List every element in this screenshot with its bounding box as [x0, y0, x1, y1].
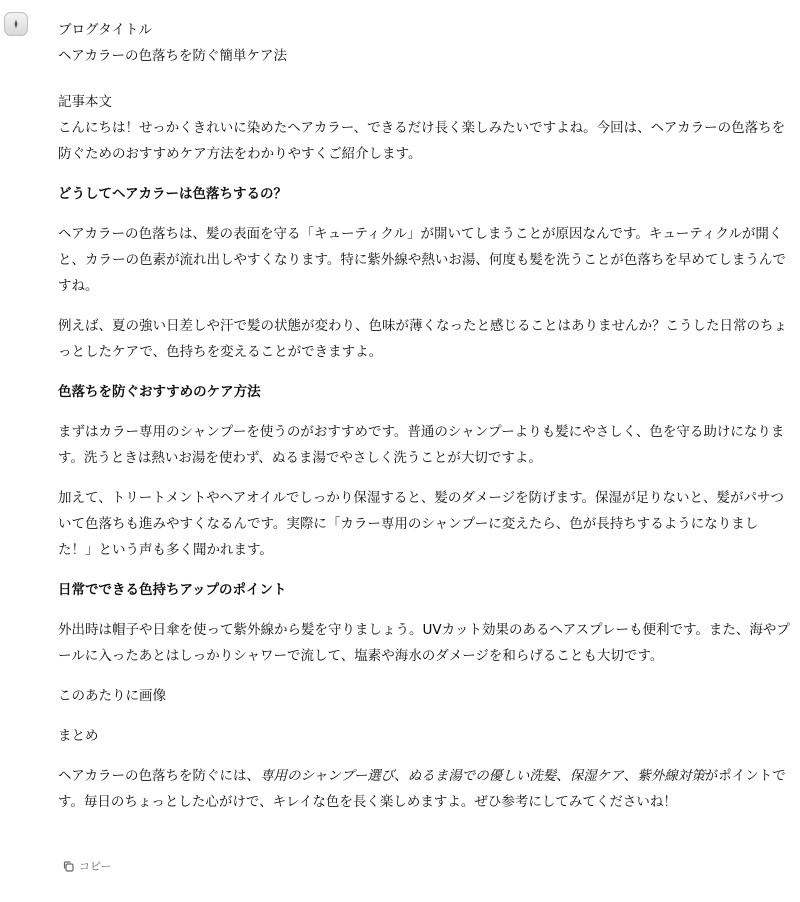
section-heading-1: どうしてヘアカラーは色落ちするの？: [58, 186, 287, 202]
body-label: 記事本文: [58, 94, 112, 110]
section-heading-3: 日常でできる色持ちアップのポイント: [58, 582, 287, 598]
summary-item-1: 専用のシャンプー選び: [259, 768, 395, 784]
blog-title-label: ブログタイトル: [58, 22, 152, 38]
section-heading-2: 色落ちを防ぐおすすめのケア方法: [58, 384, 261, 400]
intro-paragraph: こんにちは！せっかくきれいに染めたヘアカラー、できるだけ長く楽しみたいですよね。今回は、ヘアカラーの色落ちを防ぐためのおすすめケア方法をわかりやすくご紹介します。: [58, 120, 786, 162]
summary-sep-2: 、: [556, 768, 570, 784]
summary-post: がポイントです。毎日のちょっとした心がけで、キレイな色を長く楽しめますよ。ぜひ参考にしてみてくださいね！: [58, 768, 786, 810]
copy-label: コピー: [79, 860, 112, 873]
summary-item-2: ぬるま湯での優しい洗髪: [407, 768, 557, 784]
summary-item-3: 保湿ケア: [569, 768, 624, 784]
blog-title: ヘアカラーの色落ちを防ぐ簡単ケア法: [58, 48, 287, 64]
image-placeholder-text: このあたりに画像: [58, 688, 166, 704]
paragraph-5: 外出時は帽子や日傘を使って紫外線から髪を守りましょう。UVカット効果のあるヘアスプレーも便利です。また、海やプールに入ったあとはしっかりシャワーで流して、塩素や海水のダメージを和らげることも大切です。: [58, 622, 790, 664]
paragraph-3: まずはカラー専用のシャンプーを使うのがおすすめです。普通のシャンプーよりも髪にやさしく、色を守る助けになります。洗うときは熱いお湯を使わず、ぬるま湯でやさしく洗うことが大切ですよ。: [58, 424, 785, 466]
copy-button[interactable]: [62, 858, 112, 874]
summary-sep-1: 、: [394, 768, 408, 784]
summary-pre: ヘアカラーの色落ちを防ぐには、: [58, 768, 260, 784]
summary-item-4: 紫外線対策: [637, 768, 705, 784]
paragraph-2: 例えば、夏の強い日差しや汗で髪の状態が変わり、色味が薄くなったと感じることはありませんか？こうした日常のちょっとしたケアで、色持ちを変えることができますよ。: [58, 318, 787, 360]
summary-label: まとめ: [58, 728, 99, 744]
paragraph-1: ヘアカラーの色落ちは、髪の表面を守る「キューティクル」が開いてしまうことが原因なんです。キューティクルが開くと、カラーの色素が流れ出しやすくなります。特に紫外線や熱いお湯、何度も髪を洗うことが色落ちを早めてしまうんですね。: [58, 226, 786, 294]
assistant-message: [58, 17, 790, 815]
summary-sep-3: 、: [623, 768, 638, 784]
summary-paragraph: [58, 763, 790, 815]
copy-icon: [62, 860, 75, 873]
assistant-avatar-icon: [10, 18, 22, 30]
paragraph-4: 加えて、トリートメントやヘアオイルでしっかり保湿すると、髪のダメージを防げます。保湿が足りないと、髪がパサついて色落ちも進みやすくなるんです。実際に「カラー専用のシャンプーに変えたら、色が長持ちするようになりました！」という声も多く聞かれます。: [58, 490, 785, 558]
assistant-avatar: [4, 12, 28, 36]
